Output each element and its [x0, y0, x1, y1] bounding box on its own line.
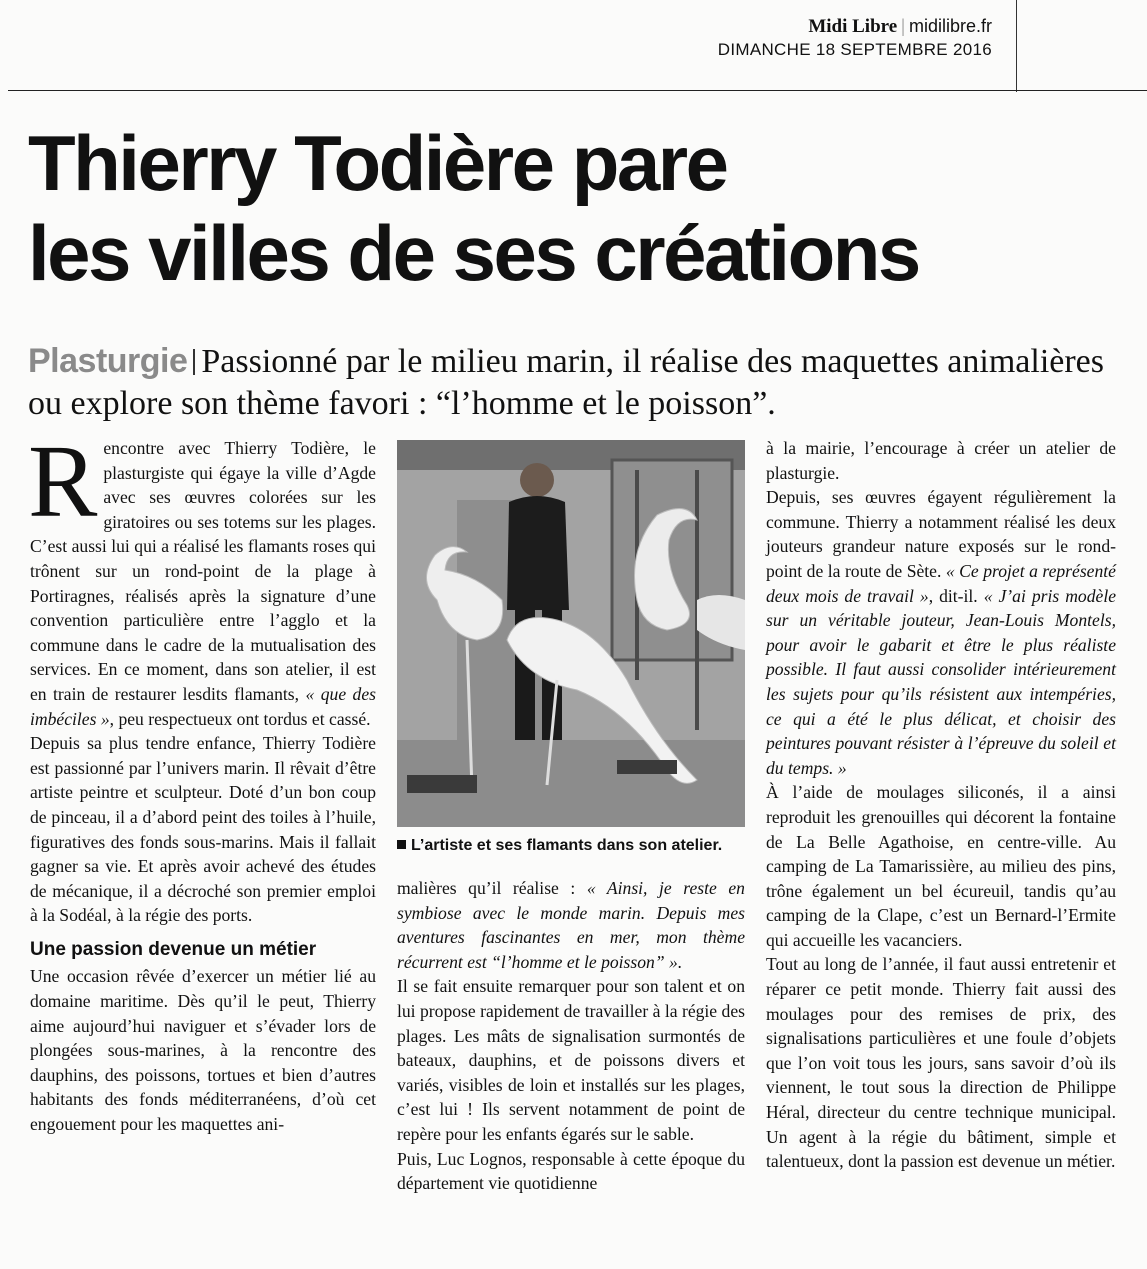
newspaper-brand [808, 16, 992, 38]
newspaper-site: midilibre.fr [908, 16, 992, 36]
masthead-divider [1016, 0, 1017, 92]
caption-text: L’artiste et ses flamants dans son atelier. [411, 837, 723, 854]
paragraph: À l’aide de moulages siliconés, il a ainsi reproduit les grenouilles qui décorent la fontaine de La Belle Agathoise, en centre-ville. Au camping de La Tamarissière, au milieu des pins, trône également un bel écureuil, tandis qu’au camping de la Clape, c’est un Bernard-l’Ermite qui accueille les vacanciers. [766, 782, 1116, 950]
workshop-photo-illustration [397, 440, 745, 827]
masthead [0, 0, 1147, 92]
paragraph: Puis, Luc Lognos, responsable à cette époque du département vie quotidienne [397, 1148, 745, 1194]
deck [28, 340, 1138, 425]
paragraph-text: Depuis, ses œuvres égayent régulièrement la commune. Thierry a notamment réalisé les deux jouteurs grandeur nature exposés sur le rond-point de la route de Sète. [766, 487, 1116, 581]
headline-line-2: les villes de ses créations [28, 209, 919, 297]
article-column-2 [397, 876, 745, 1196]
headline-line-1: Thierry Todière pare [28, 119, 727, 207]
caption-square-icon [397, 840, 406, 849]
article-column-3 [766, 436, 1116, 1174]
top-rule [8, 90, 1147, 91]
quote: « que des imbéciles » [30, 683, 376, 729]
paragraph [28, 424, 376, 731]
quote: « Ainsi, je reste en symbiose avec le monde marin. Depuis mes aventures fascinantes en mer, mon thème récurrent est “l’homme et le poisson” ». [397, 878, 745, 972]
article-column-1 [28, 424, 376, 1137]
paragraph-text: , peu respectueux ont tordus et cassé. [109, 708, 371, 729]
quote: « J’ai pris modèle sur un véritable jouteur, Jean-Louis Montels, pour avoir le gabarit et être le plus réaliste possible. Il faut aussi consolider intérieurement les sujets pour qu’ils résistent aux intempéries, ce qui a été le plus délicat, et choisir des peintures pouvant résister à l’épreuve du soleil et du temps. » [766, 585, 1117, 778]
newspaper-name: Midi Libre [808, 16, 898, 37]
photo-caption [397, 836, 745, 856]
paragraph: Une occasion rêvée d’exercer un métier lié au domaine maritime. Dès qu’il le peut, Thierry aime aujourd’hui naviguer et s’évader lors de plongées sous-marines, à la rencontre des dauphins, des poissons, tortues et bien d’autres habitants des fonds méditerranéens, d’où cet engouement pour les maquettes ani- [30, 966, 376, 1135]
paragraph: à la mairie, l’encourage à créer un atelier de plasturgie. [766, 438, 1116, 483]
publication-date: DIMANCHE 18 SEPTEMBRE 2016 [717, 40, 992, 59]
quote: « Ce projet a représenté deux mois de travail » [766, 560, 1116, 606]
brand-separator: | [901, 16, 905, 37]
headline [28, 118, 1138, 298]
subheading: Une passion devenue un métier [30, 938, 317, 960]
paragraph: Tout au long de l’année, il faut aussi entretenir et réparer ce petit monde. Thierry fait aussi des moulages pour des remises de prix, des signalisations particulières et une foule d’objets que l’on voit tous les jours, sans savoir d’où ils viennent, le tout sous la direction de Philippe Héral, directeur du centre technique municipal. Un agent à la régie du bâtiment, simple et talentueux, dont la passion est devenue un métier. [766, 954, 1116, 1172]
paragraph [397, 876, 745, 974]
paragraph: Depuis sa plus tendre enfance, Thierry Todière est passionné par l’univers marin. Il rêvait d’être artiste peintre et sculpteur. Doté d’un bon coup de pinceau, il a d’abord peint des toiles à l’huile, figuratives des fonds sous-marins. Mais il fallait gagner sa vie. Et après avoir achevé des études de mécanique, il a décroché son premier emploi à la Sodéal, à la régie des ports. [30, 733, 376, 926]
paragraph: Il se fait ensuite remarquer pour son talent et on lui propose rapidement de travailler à la régie des plages. Les mâts de signalisation surmontés de bateaux, dauphins, et de poissons divers et variés, visibles de loin et installés sur les plages, c’est lui ! Ils servent notamment de point de repère pour les enfants égarés sur le sable. [397, 976, 745, 1144]
kicker-bar [193, 349, 195, 375]
paragraph-text: , dit-il. [928, 585, 978, 606]
paragraph-text: encontre avec Thierry Todière, le plasturgiste qui égaye la ville d’Agde avec ses œuvres colorées sur les giratoires ou ses totems sur les plages. C’est aussi lui qui a réalisé les flamants roses qui trônent sur un rond-point de la plage à Portiragnes, réalisés après la signature d’une convention particulière entre l’agglo et la commune dans le cadre de la mutualisation des services. En ce moment, dans son atelier, il est en train de restaurer lesdits flamants, [30, 438, 376, 704]
paragraph [766, 485, 1116, 780]
kicker: Plasturgie [28, 342, 188, 380]
drop-cap: R [28, 424, 98, 539]
paragraph-text: malières qu’il réalise : [397, 878, 576, 898]
deck-text: Passionné par le milieu marin, il réalise des maquettes animalières ou explore son thème favori : “l’homme et le poisson”. [28, 343, 1105, 422]
article-photo [397, 440, 745, 827]
